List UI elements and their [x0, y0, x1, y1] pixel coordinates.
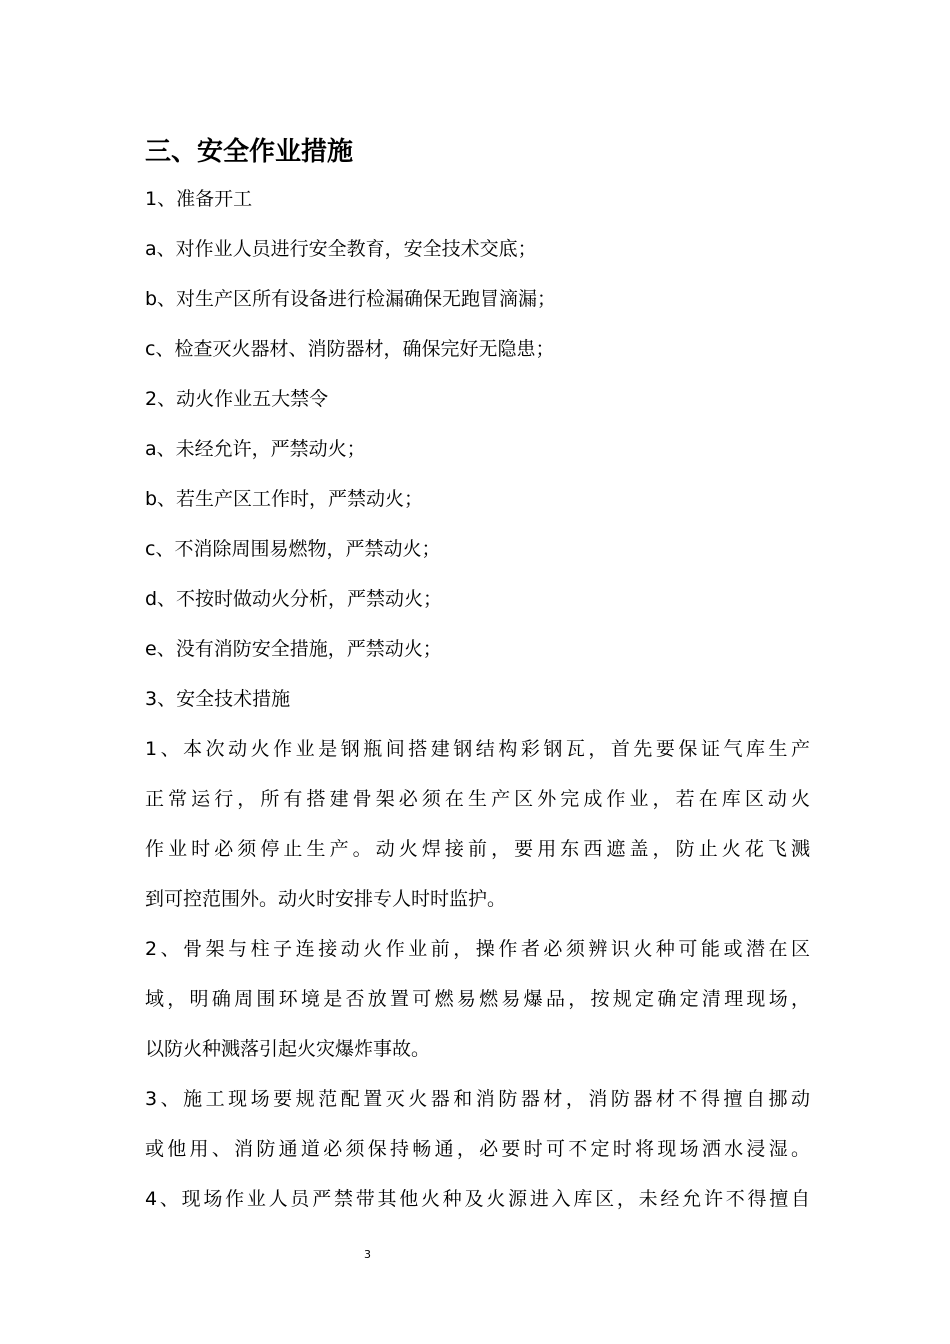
paragraph-line: 3、施工现场要规范配置灭火器和消防器材，消防器材不得擅自挪动	[145, 1088, 810, 1110]
list-item: 2、动火作业五大禁令	[145, 388, 329, 410]
paragraph-3	[145, 1074, 810, 1174]
paragraph-line: 或他用、消防通道必须保持畅通，必要时可不定时将现场洒水浸湿。	[145, 1138, 810, 1160]
list-item: c、不消除周围易燃物，严禁动火；	[145, 538, 441, 560]
paragraph-line: 2、骨架与柱子连接动火作业前，操作者必须辨识火种可能或潜在区	[145, 938, 810, 960]
paragraph-1	[145, 724, 810, 924]
paragraph-line: 作业时必须停止生产。动火焊接前，要用东西遮盖，防止火花飞溅	[145, 838, 810, 860]
list-item: 1、准备开工	[145, 188, 253, 210]
paragraph-line: 域，明确周围环境是否放置可燃易燃易爆品，按规定确定清理现场，	[145, 988, 810, 1010]
list-item: a、对作业人员进行安全教育，安全技术交底；	[145, 238, 537, 260]
paragraph-line: 正常运行，所有搭建骨架必须在生产区外完成作业，若在库区动火	[145, 788, 810, 810]
list-item: d、不按时做动火分析，严禁动火；	[145, 588, 443, 610]
paragraph-line: 以防火种溅落引起火灾爆炸事故。	[145, 1038, 431, 1060]
paragraph-line: 4、现场作业人员严禁带其他火种及火源进入库区，未经允许不得擅自	[145, 1188, 810, 1210]
paragraph-2	[145, 924, 810, 1074]
paragraph-line: 到可控范围外。动火时安排专人时时监护。	[145, 888, 507, 910]
list-item: b、对生产区所有设备进行检漏确保无跑冒滴漏；	[145, 288, 557, 310]
list-item: b、若生产区工作时，严禁动火；	[145, 488, 424, 510]
list-item: a、未经允许，严禁动火；	[145, 438, 366, 460]
document-body	[145, 130, 810, 1224]
section-heading: 三、安全作业措施	[145, 137, 354, 167]
paragraph-4	[145, 1174, 810, 1224]
list-item: c、检查灭火器材、消防器材，确保完好无隐患；	[145, 338, 555, 360]
paragraph-line: 1、本次动火作业是钢瓶间搭建钢结构彩钢瓦，首先要保证气库生产	[145, 738, 810, 760]
list-item: 3、安全技术措施	[145, 688, 291, 710]
list-item: e、没有消防安全措施，严禁动火；	[145, 638, 442, 660]
page-number: 3	[364, 1248, 371, 1261]
